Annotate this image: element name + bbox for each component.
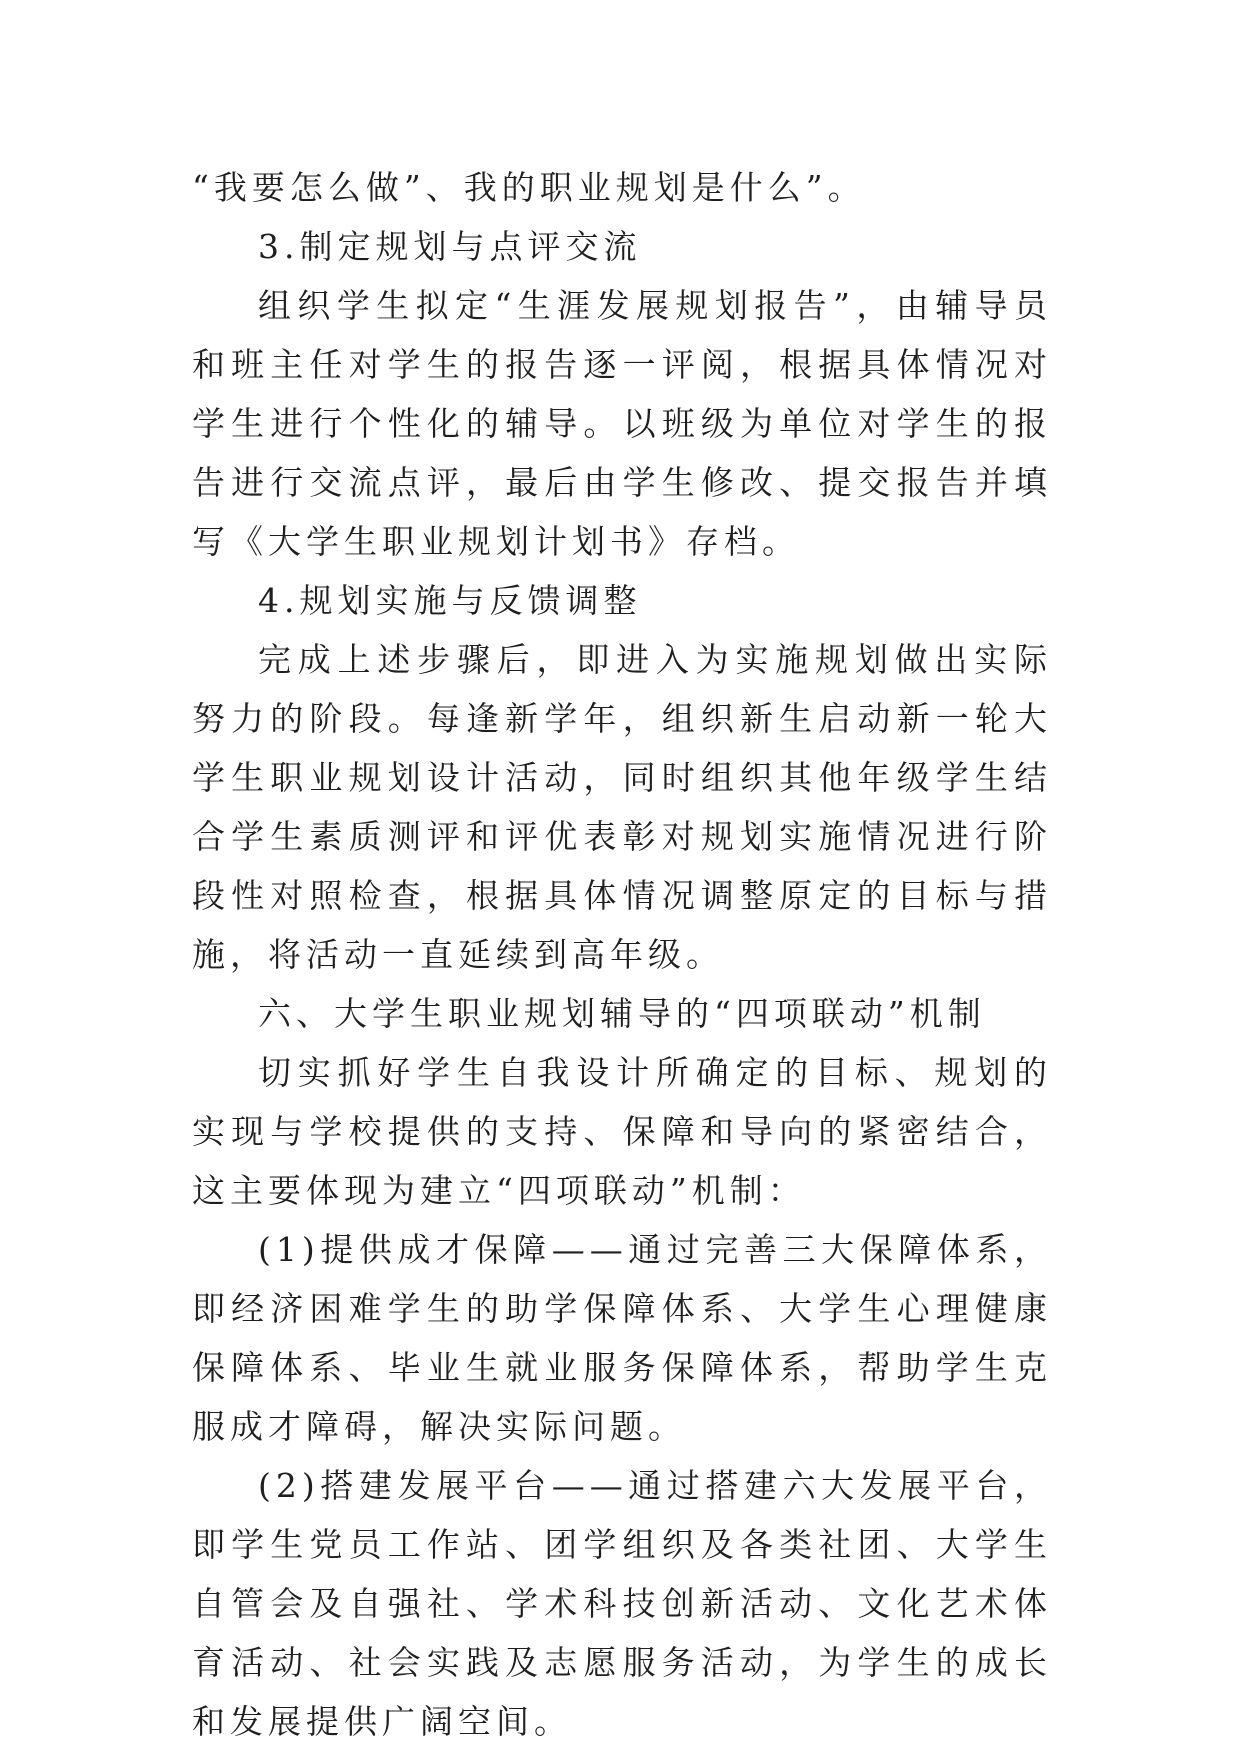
paragraph-continuation: “我要怎么做”、我的职业规划是什么”。 (192, 168, 866, 207)
section-heading-six: 六、大学生职业规划辅导的“四项联动”机制 (258, 994, 986, 1033)
paragraph-implementation: 完成上述步骤后，即进入为实施规划做出实际努力的阶段。每逢新学年，组织新生启动新一轮大学生职业规划设计活动，同时组织其他年级学生结合学生素质测评和评优表彰对规划实施情况进行阶段性对照检查，根据具体情况调整原定的目标与措施，将活动一直延续到高年级。 (192, 640, 1052, 974)
paragraph-planning-report: 组织学生拟定“生涯发展规划报告”，由辅导员和班主任对学生的报告逐一评阅，根据具体情况对学生进行个性化的辅导。以班级为单位对学生的报告进行交流点评，最后由学生修改、提交报告并填写《大学生职业规划计划书》存档。 (192, 286, 1052, 561)
paragraph-item-1: (1)提供成才保障——通过完善三大保障体系，即经济困难学生的助学保障体系、大学生心理健康保障体系、毕业生就业服务保障体系，帮助学生克服成才障碍，解决实际问题。 (192, 1230, 1052, 1446)
subheading-step-4: 4.规划实施与反馈调整 (258, 581, 642, 620)
subheading-step-3: 3.制定规划与点评交流 (258, 227, 642, 266)
paragraph-four-linkage-intro: 切实抓好学生自我设计所确定的目标、规划的实现与学校提供的支持、保障和导向的紧密结合，这主要体现为建立“四项联动”机制： (192, 1053, 1052, 1210)
document-body (192, 158, 1052, 1751)
paragraph-item-2: (2)搭建发展平台——通过搭建六大发展平台，即学生党员工作站、团学组织及各类社团、大学生自管会及自强社、学术科技创新活动、文化艺术体育活动、社会实践及志愿服务活动，为学生的成长和发展提供广阔空间。 (192, 1466, 1052, 1741)
